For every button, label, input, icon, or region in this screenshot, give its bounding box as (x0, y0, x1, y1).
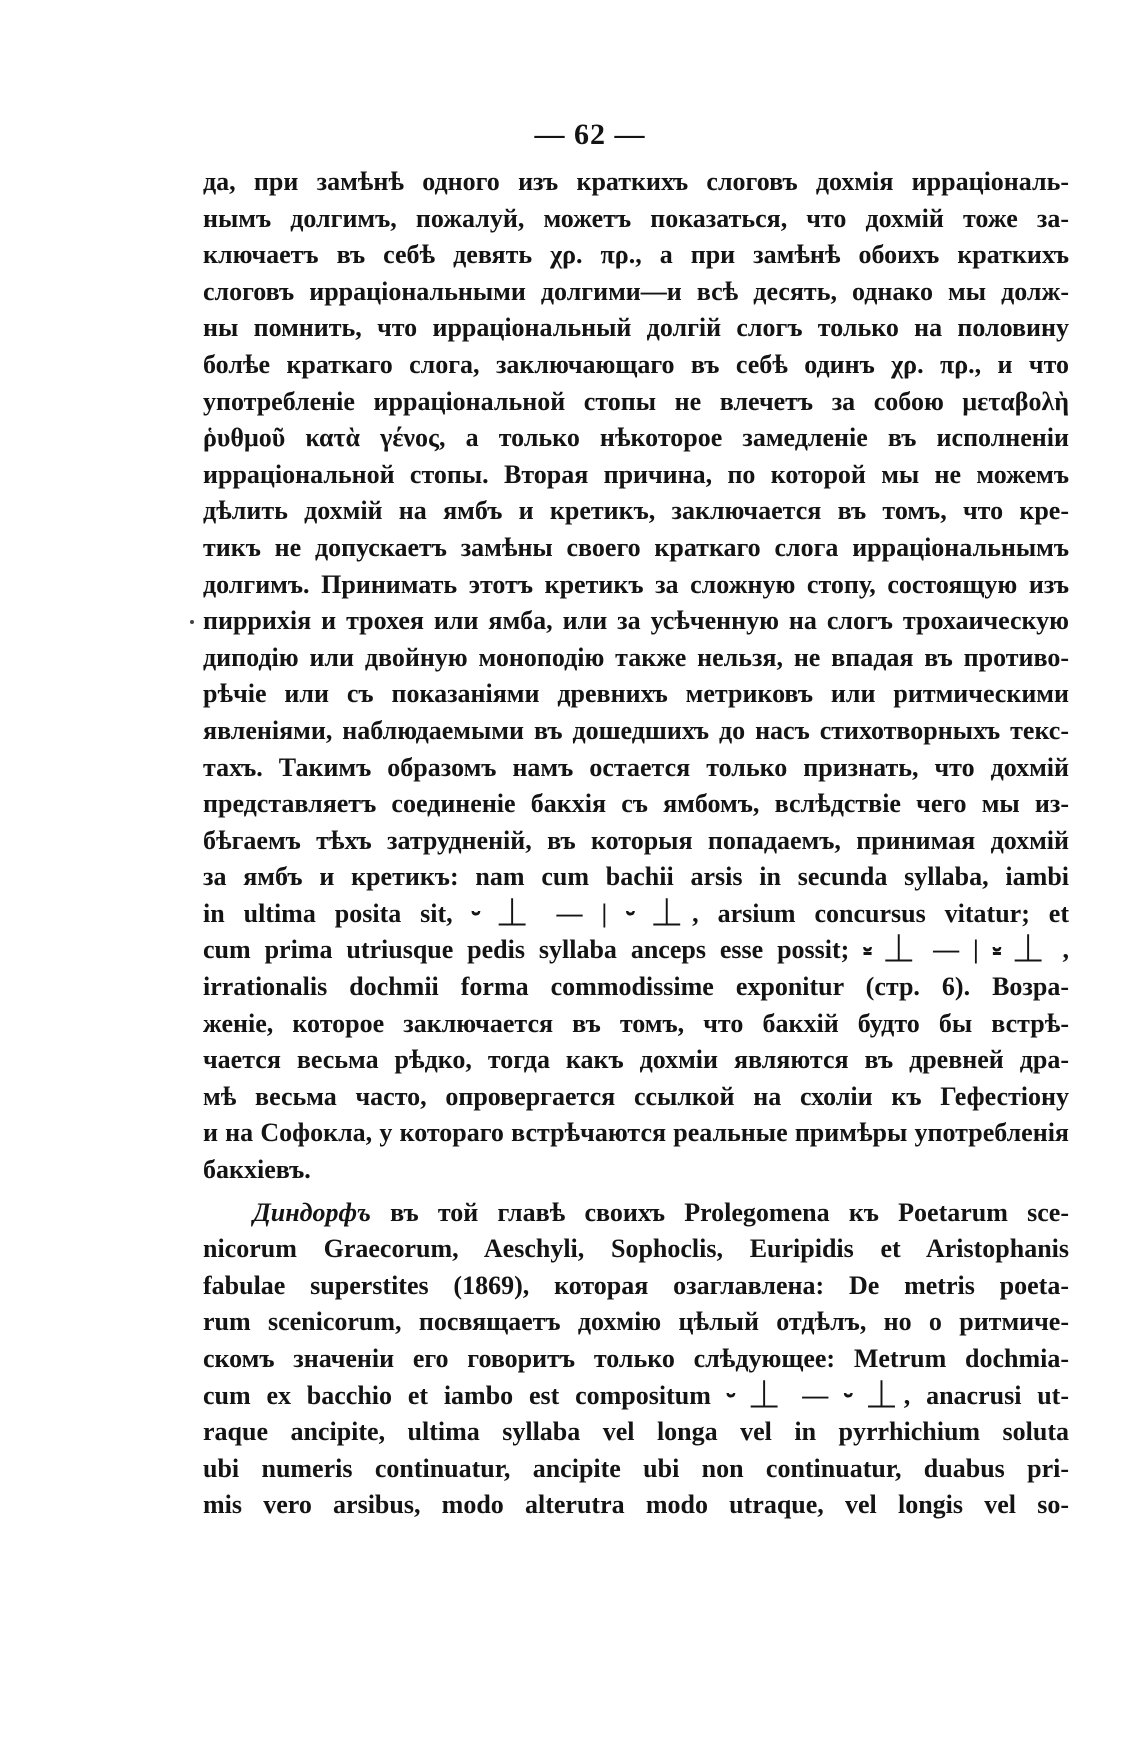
text-line: cum ex bacchio et iambo est compositum ⏑ ⏊ — ⏑ ⏊, anacrusi ut- (203, 1380, 1069, 1410)
text-line: да, при замѣнѣ одного изъ краткихъ слоговъ дохмія ирраціональ- (203, 167, 1069, 196)
author-name: Диндорфъ (253, 1197, 371, 1227)
text-line: представляетъ соединеніе бакхія съ ямбомъ, вслѣдствіе чего мы из- (203, 789, 1069, 819)
text-line: скомъ значеніи его говоритъ только слѣдующее: Metrum dochmia- (203, 1344, 1069, 1373)
text-line: ubi numeris continuatur, ancipite ubi non continuatur, duabus pri- (203, 1453, 1069, 1483)
text-line: долгимъ. Принимать этотъ кретикъ за сложную стопу, состоящую изъ (203, 569, 1069, 599)
text-line: явленіями, наблюдаемыми въ дошедшихъ до насъ стихотворныхъ текс- (203, 715, 1069, 745)
body-text (203, 164, 1069, 1524)
text-line: пиррихія и трохея или ямба, или за усѣченную на слогъ трохаическую (203, 606, 1069, 636)
text-line (203, 1195, 1069, 1232)
text-line: nicorum Graecorum, Aeschyli, Sophoclis, Euripidis et Aristophanis (203, 1234, 1069, 1264)
text-line: irrationalis dochmii forma commodissime exponitur (стр. 6). Возра- (203, 972, 1069, 1002)
text-line: тахъ. Такимъ образомъ намъ остается только признать, что дохмій (203, 752, 1069, 782)
text-line: употребленіе ирраціональной стопы не влечетъ за собою μεταβολὴ (203, 386, 1069, 416)
text-line: ны помнить, что ирраціональный долгій слогъ только на половину (203, 313, 1069, 343)
text-line: mis vero arsibus, modo alterutra modo utraque, vel longis vel so- (203, 1490, 1069, 1520)
paragraph-1 (203, 164, 1069, 1189)
text-line: диподію или двойную моноподію также нельзя, не впадая въ противо- (203, 642, 1069, 672)
text-line: чается весьма рѣдко, тогда какъ дохміи являются въ древней дра- (203, 1045, 1069, 1075)
text-line: нымъ долгимъ, пожалуй, можетъ показаться, что дохмій тоже за- (203, 203, 1069, 233)
text-line: rum scenicorum, посвящаетъ дохмію цѣлый отдѣлъ, но о ритмиче- (203, 1307, 1069, 1337)
text-line: слоговъ ирраціональными долгими—и всѣ десять, однако мы долж- (203, 276, 1069, 306)
text-line: cum prima utriusque pedis syllaba anceps esse possit; ⏓ ⏊ — | ⏓ ⏊ , (203, 935, 1069, 965)
paragraph-2 (203, 1195, 1069, 1524)
text-line: fabulae superstites (1869), которая озаглавлена: De metris poeta- (203, 1270, 1069, 1300)
text-line: raque ancipite, ultima syllaba vel longa vel in pyrrhichium soluta (203, 1417, 1069, 1447)
text-line: ключаетъ въ себѣ девять χρ. πρ., а при замѣнѣ обоихъ краткихъ (203, 240, 1069, 270)
text-line: дѣлить дохмій на ямбъ и кретикъ, заключается въ томъ, что кре- (203, 496, 1069, 526)
margin-dot (190, 620, 194, 624)
text-line: за ямбъ и кретикъ: nam cum bachii arsis in secunda syllaba, iambi (203, 862, 1069, 892)
text-line: болѣе краткаго слога, заключающаго въ себѣ одинъ χρ. πρ., и что (203, 349, 1069, 379)
text-line: женіе, которое заключается въ томъ, что бакхій будто бы встрѣ- (203, 1008, 1069, 1038)
text-line: тикъ не допускаетъ замѣны своего краткаго слога ирраціональнымъ (203, 532, 1069, 562)
page-number: — 62 — (534, 118, 646, 151)
text-line: бѣгаемъ тѣхъ затрудненій, въ которыя попадаемъ, принимая дохмій (203, 825, 1069, 855)
text-line: ῥυθμοῦ κατὰ γένος, а только нѣкоторое замедленіе въ исполненіи (203, 423, 1069, 453)
text-span: въ той главѣ своихъ Prolegomena къ Poetarum sce- (370, 1197, 1069, 1227)
text-line: in ultima posita sit, ⏑ ⏊ — | ⏑ ⏊, arsium concursus vitatur; et (203, 898, 1069, 928)
text-line: и на Софокла, у котораго встрѣчаются реальные примѣры употребленія (203, 1118, 1069, 1148)
text-line: бакхіевъ. (203, 1155, 311, 1185)
text-line: рѣчіе или съ показаніями древнихъ метриковъ или ритмическими (203, 679, 1069, 709)
text-line: мѣ весьма часто, опровергается ссылкой на схоліи къ Гефестіону (203, 1081, 1069, 1111)
text-line: ирраціональной стопы. Вторая причина, по которой мы не можемъ (203, 459, 1069, 489)
